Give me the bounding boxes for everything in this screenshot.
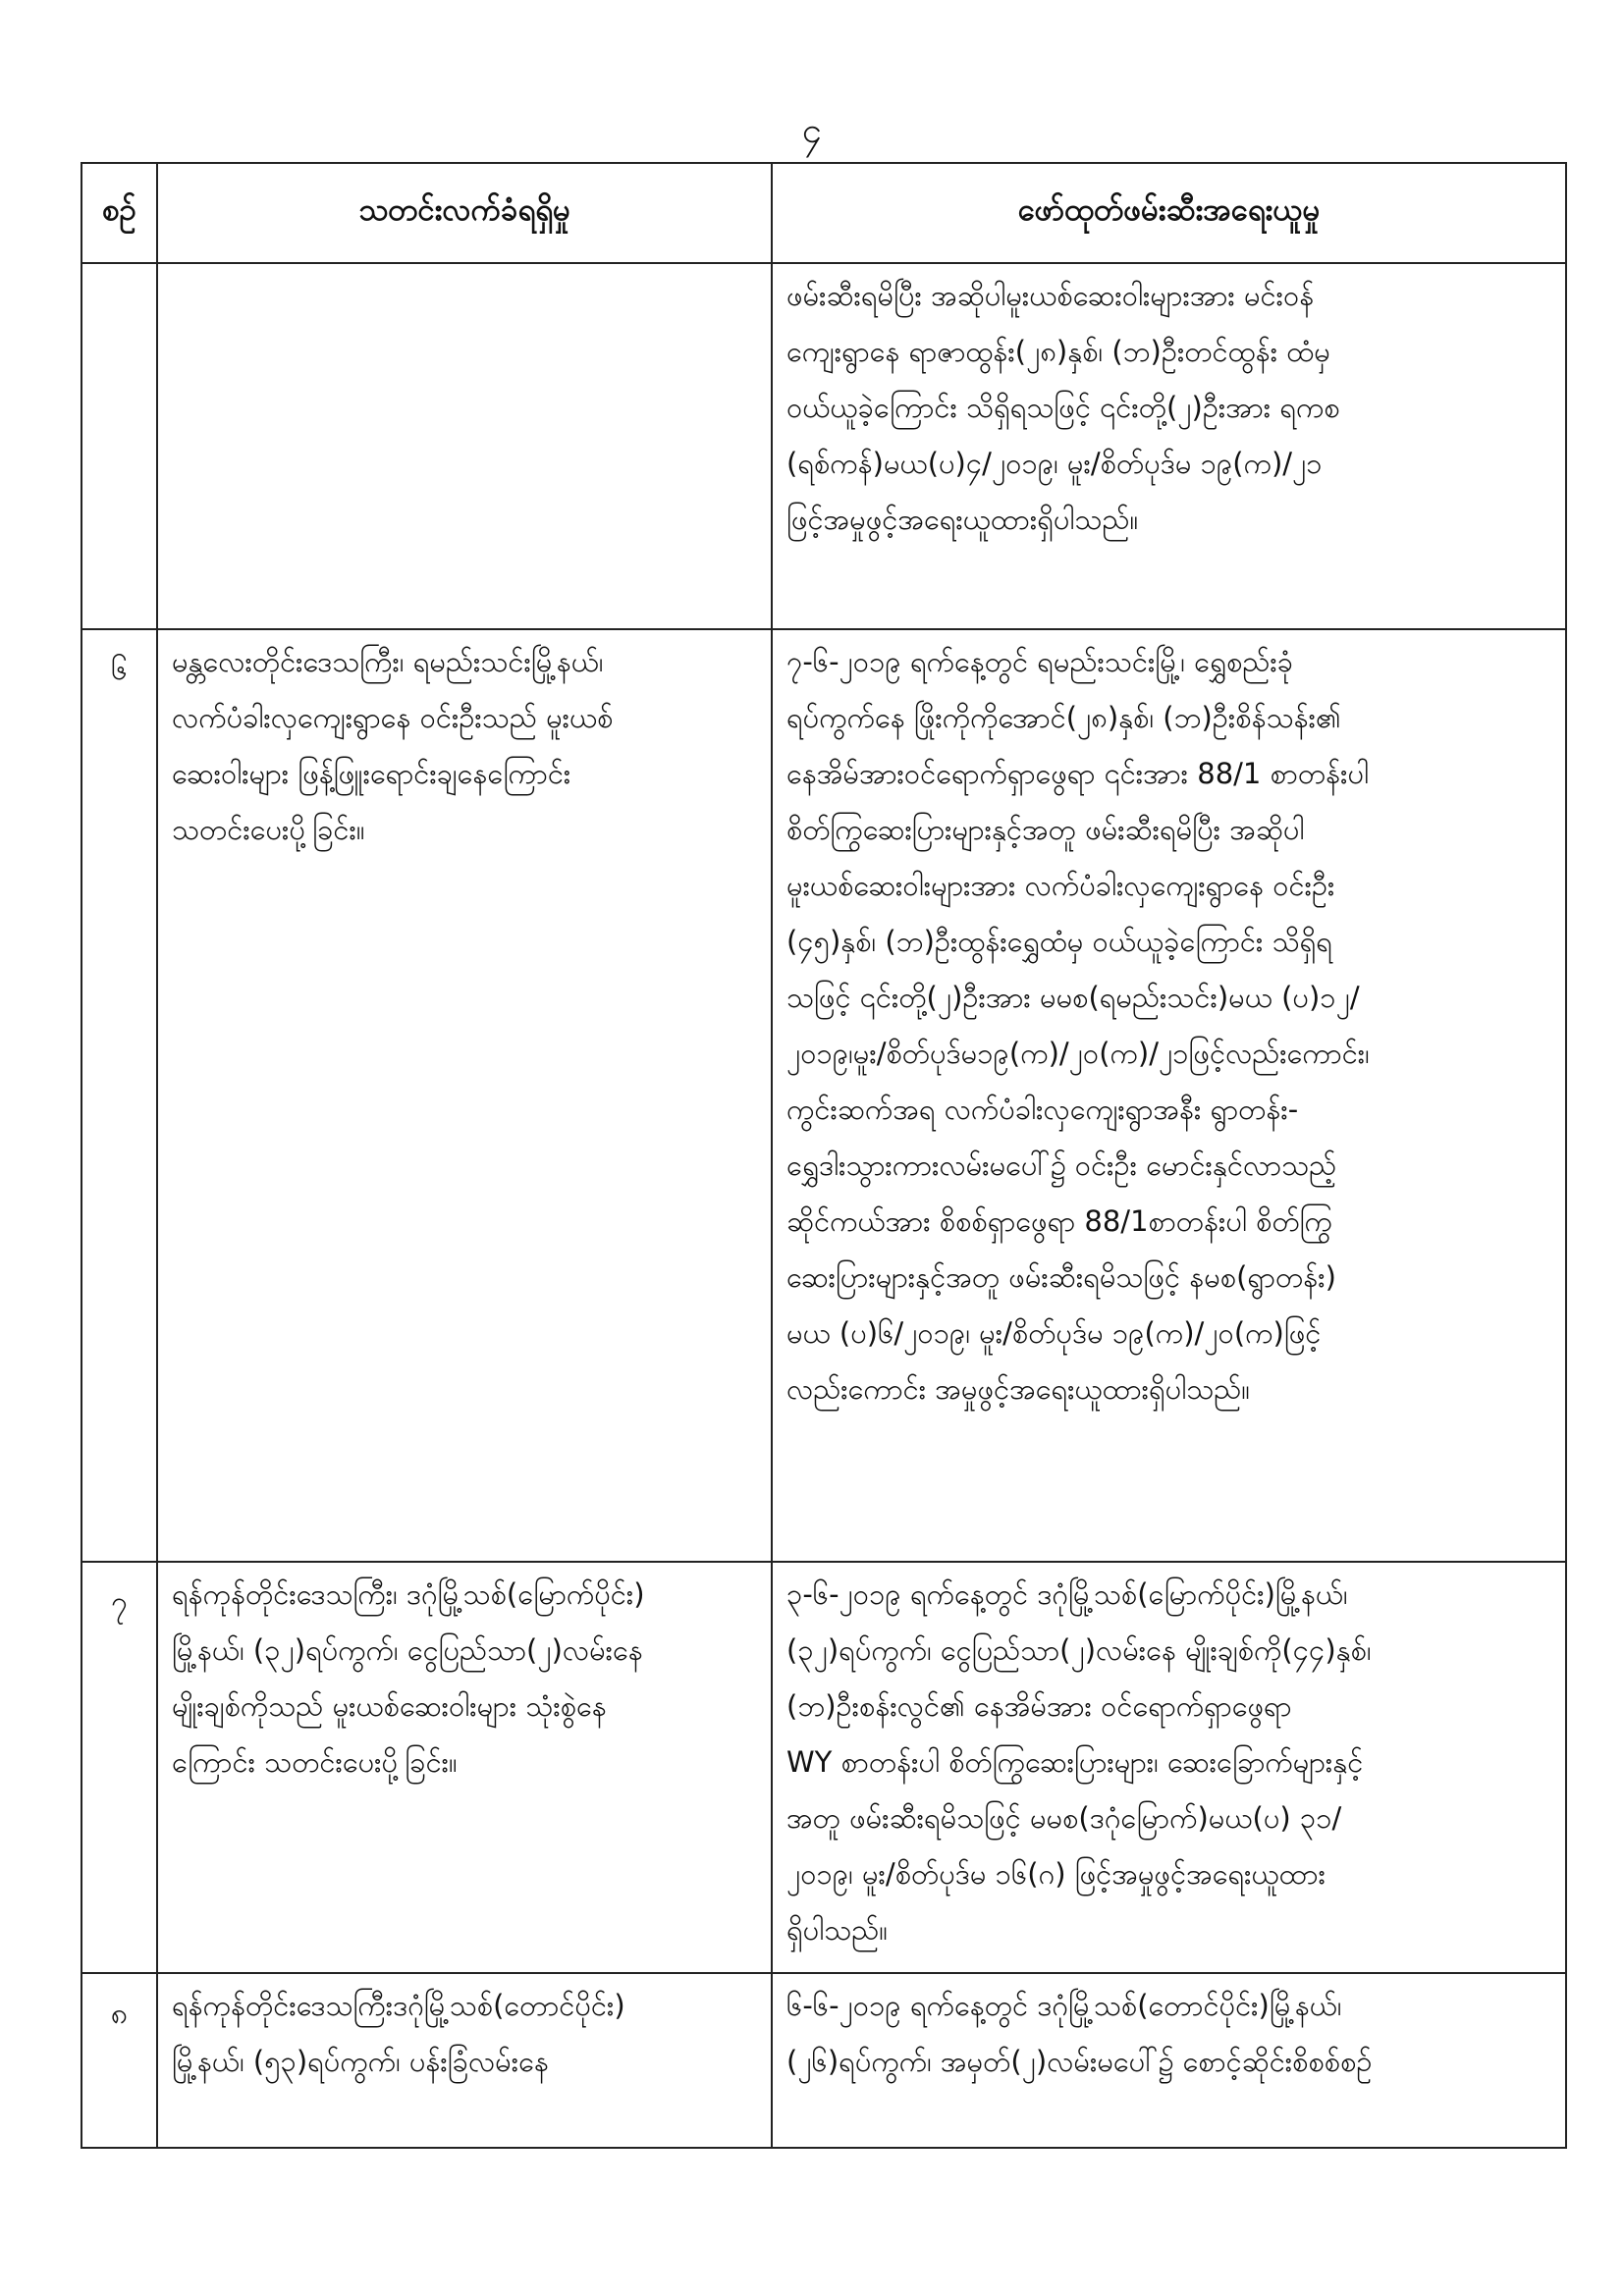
info-line: သတင်းပေးပို့ခြင်း။ (172, 813, 365, 846)
action-line: ဆိုင်ကယ်အား စိစစ်ရှာဖွေရာ 88/1စာတန်းပါ စိတ်ကြွ (786, 1204, 1332, 1238)
header-action: ဖော်ထုတ်ဖမ်းဆီးအရေးယူမှု (772, 163, 1566, 263)
info-line: လက်ပံခါးလှကျေးရွာနေ ဝင်းဦးသည် မူးယစ် (172, 701, 614, 734)
action-line: WY စာတန်းပါ စိတ်ကြွဆေးပြားများ၊ ဆေးခြောက်များနှင့် (786, 1745, 1364, 1779)
table-row (81, 1562, 1566, 1973)
action-cell (772, 1973, 1566, 2148)
action-line: စိတ်ကြွဆေးပြားများနှင့်အတူ ဖမ်းဆီးရမိပြီး အဆိုပါ (786, 813, 1305, 846)
action-line: (၂၆)ရပ်ကွက်၊ အမှတ်(၂)လမ်းမပေါ်၌ စောင့်ဆိုင်းစိစစ်စဉ် (786, 2045, 1373, 2078)
info-cell (157, 629, 772, 1562)
page-number: ၄ (801, 111, 823, 151)
report-table (81, 162, 1567, 2149)
info-line: မန္တလေးတိုင်းဒေသကြီး၊ ရမည်းသင်းမြို့နယ်၊ (172, 645, 604, 678)
action-line: ဝယ်ယူခဲ့ကြောင်း သိရှိရသဖြင့် ၎င်းတို့(၂)ဦးအား ရကစ (786, 391, 1340, 424)
table-row (81, 629, 1566, 1562)
info-cell (157, 263, 772, 629)
info-line: မြို့နယ်၊ (၃၂)ရပ်ကွက်၊ ငွေပြည်သာ(၂)လမ်းနေ (172, 1633, 643, 1667)
action-line: (၃၂)ရပ်ကွက်၊ ငွေပြည်သာ(၂)လမ်းနေ မျိုးချစ်ကို(၄၄)နှစ်၊ (786, 1633, 1372, 1667)
row-number: ၆ (81, 629, 157, 1562)
action-cell (772, 629, 1566, 1562)
info-line: ရန်ကုန်တိုင်းဒေသကြီး၊ ဒဂုံမြို့သစ်(မြောက်ပိုင်း) (172, 1577, 645, 1611)
table-row (81, 263, 1566, 629)
action-line: မူးယစ်ဆေးဝါးများအား လက်ပံခါးလှကျေးရွာနေ ဝင်းဦး (786, 869, 1335, 902)
action-line: သဖြင့် ၎င်းတို့(၂)ဦးအား မမစ(ရမည်းသင်း)မယ (ပ)၁၂/ (786, 981, 1360, 1014)
action-line: မယ (ပ)၆/၂၀၁၉၊ မူး/စိတ်ပုဒ်မ ၁၉(က)/၂၀(က)ဖြင့် (786, 1316, 1322, 1350)
action-line: ကွင်းဆက်အရ လက်ပံခါးလှကျေးရွာအနီး ရွာတန်း- (786, 1093, 1299, 1126)
info-cell (157, 1973, 772, 2148)
info-line: ဆေးဝါးများ ဖြန့်ဖြူးရောင်းချနေကြောင်း (172, 757, 571, 790)
action-cell (772, 263, 1566, 629)
action-line: ၆-၆-၂၀၁၉ ရက်နေ့တွင် ဒဂုံမြို့သစ်(တောင်ပိုင်း)မြို့နယ်၊ (786, 1989, 1342, 2022)
info-line: ကြောင်း သတင်းပေးပို့ခြင်း။ (172, 1745, 458, 1779)
action-line: ရွှေဒါးသွားကားလမ်းမပေါ်၌ ဝင်းဦး မောင်းနှင်လာသည့် (786, 1148, 1337, 1182)
action-line: ၂၀၁၉၊ မူး/စိတ်ပုဒ်မ ၁၆(ဂ) ဖြင့်အမှုဖွင့်အရေးယူထား (786, 1857, 1326, 1891)
table-row (81, 1973, 1566, 2148)
table-header-row (81, 163, 1566, 263)
action-line: (ဘ)ဦးစန်းလွင်၏ နေအိမ်အား ဝင်ရောက်ရှာဖွေရာ (786, 1689, 1292, 1723)
info-line: ရန်ကုန်တိုင်းဒေသကြီးဒဂုံမြို့သစ်(တောင်ပိုင်း) (172, 1989, 625, 2022)
header-no: စဉ် (81, 163, 157, 263)
action-line: (ရစ်ကန်)မယ(ပ)၄/၂၀၁၉၊ မူး/စိတ်ပုဒ်မ ၁၉(က)/၂၁ (786, 447, 1323, 480)
info-line: မျိုးချစ်ကိုသည် မူးယစ်ဆေးဝါးများ သုံးစွဲနေ (172, 1689, 607, 1723)
info-cell (157, 1562, 772, 1973)
action-line: ဖြင့်အမှုဖွင့်အရေးယူထားရှိပါသည်။ (786, 503, 1139, 536)
row-number (81, 263, 157, 629)
action-line: အတူ ဖမ်းဆီးရမိသဖြင့် မမစ(ဒဂုံမြောက်)မယ(ပ) ၃၁/ (786, 1801, 1342, 1835)
row-number: ၈ (81, 1973, 157, 2148)
action-line: ၇-၆-၂၀၁၉ ရက်နေ့တွင် ရမည်းသင်းမြို့၊ ရွှေစည်းခုံ (786, 645, 1294, 678)
header-info: သတင်းလက်ခံရရှိမှု (157, 163, 772, 263)
action-line: ရှိပါသည်။ (786, 1913, 889, 1947)
action-line: လည်းကောင်း အမှုဖွင့်အရေးယူထားရှိပါသည်။ (786, 1372, 1251, 1406)
action-line: နေအိမ်အားဝင်ရောက်ရှာဖွေရာ ၎င်းအား 88/1 စာတန်းပါ (786, 757, 1369, 790)
row-number: ၇ (81, 1562, 157, 1973)
action-line: ဖမ်းဆီးရမိပြီး အဆိုပါမူးယစ်ဆေးဝါးများအား မင်းဝန် (786, 279, 1315, 312)
action-line: ၃-၆-၂၀၁၉ ရက်နေ့တွင် ဒဂုံမြို့သစ်(မြောက်ပိုင်း)မြို့နယ်၊ (786, 1577, 1348, 1611)
action-line: ရပ်ကွက်နေ ဖြိုးကိုကိုအောင်(၂၈)နှစ်၊ (ဘ)ဦးစိန်သန်း၏ (786, 701, 1341, 734)
action-line: ကျေးရွာနေ ရာဇာထွန်း(၂၈)နှစ်၊ (ဘ)ဦးတင်ထွန်း ထံမှ (786, 335, 1330, 368)
action-line: ဆေးပြားများနှင့်အတူ ဖမ်းဆီးရမိသဖြင့် နမစ(ရွာတန်း) (786, 1260, 1336, 1294)
action-cell (772, 1562, 1566, 1973)
action-line: (၄၅)နှစ်၊ (ဘ)ဦးထွန်းရွှေထံမှ ဝယ်ယူခဲ့ကြောင်း သိရှိရ (786, 925, 1332, 958)
info-line: မြို့နယ်၊ (၅၃)ရပ်ကွက်၊ ပန်းခြံလမ်းနေ (172, 2045, 549, 2078)
action-line: ၂၀၁၉၊မူး/စိတ်ပုဒ်မ၁၉(က)/၂၀(က)/၂၁ဖြင့်လည်းကောင်း၊ (786, 1037, 1370, 1070)
